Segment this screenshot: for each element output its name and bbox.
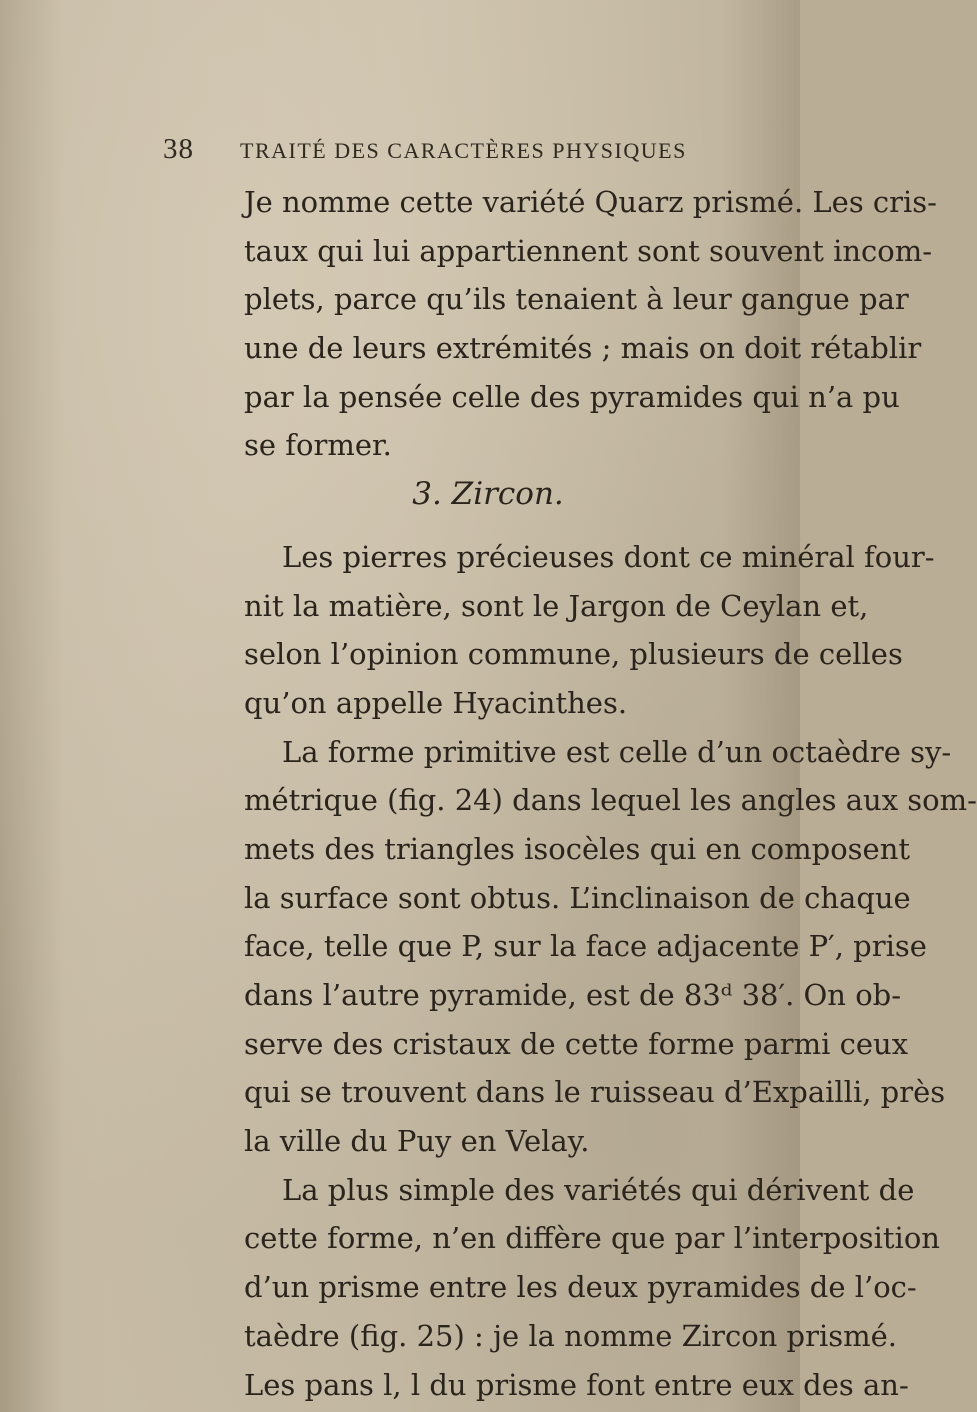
- text-line: taux qui lui appartiennent sont souvent incom-: [244, 233, 933, 268]
- text-line: dans l’autre pyramide, est de 83ᵈ 38′. On ob-: [244, 978, 902, 1012]
- text-line: métrique (fig. 24) dans lequel les angles aux som-: [244, 783, 977, 818]
- text-line: nit la matière, sont le Jargon de Ceylan et,: [244, 588, 869, 623]
- text-line: Je nomme cette variété Quarz prismé. Les cris-: [244, 185, 937, 219]
- text-line: se former.: [244, 428, 392, 463]
- page-header: [163, 133, 723, 173]
- text-line: Les pans l, l du prisme font entre eux des an-: [244, 1367, 909, 1402]
- text-line: face, telle que P, sur la face adjacente P′, prise: [244, 929, 927, 964]
- text-line: selon l’opinion commune, plusieurs de celles: [244, 637, 903, 672]
- text-line: taèdre (fig. 25) : je la nomme Zircon prismé.: [244, 1318, 898, 1353]
- text-line: serve des cristaux de cette forme parmi ceux: [244, 1026, 909, 1061]
- text-line: la surface sont obtus. L’inclinaison de chaque: [244, 880, 911, 915]
- running-head: TRAITÉ DES CARACTÈRES PHYSIQUES: [240, 138, 687, 163]
- text-line: la ville du Puy en Velay.: [244, 1124, 590, 1159]
- text-line: qu’on appelle Hyacinthes.: [244, 685, 628, 720]
- text-line: mets des triangles isocèles qui en composent: [244, 831, 911, 866]
- text-line: La plus simple des variétés qui dérivent de: [282, 1172, 915, 1207]
- text-line: Les pierres précieuses dont ce minéral four-: [282, 539, 935, 574]
- text-line: La forme primitive est celle d’un octaèdre sy-: [282, 734, 952, 769]
- text-line: qui se trouvent dans le ruisseau d’Expailli, près: [244, 1075, 946, 1110]
- body-text: [244, 178, 977, 1409]
- text-line: une de leurs extrémités ; mais on doit rétablir: [244, 331, 922, 366]
- page-number: 38: [163, 133, 194, 165]
- text-line: par la pensée celle des pyramides qui n’a pu: [244, 379, 900, 414]
- section-title: 3. Zircon.: [412, 476, 564, 513]
- text-line: d’un prisme entre les deux pyramides de l’oc-: [244, 1270, 917, 1305]
- text-line: plets, parce qu’ils tenaient à leur gangue par: [244, 282, 909, 317]
- text-line: cette forme, n’en diffère que par l’interposition: [244, 1221, 940, 1256]
